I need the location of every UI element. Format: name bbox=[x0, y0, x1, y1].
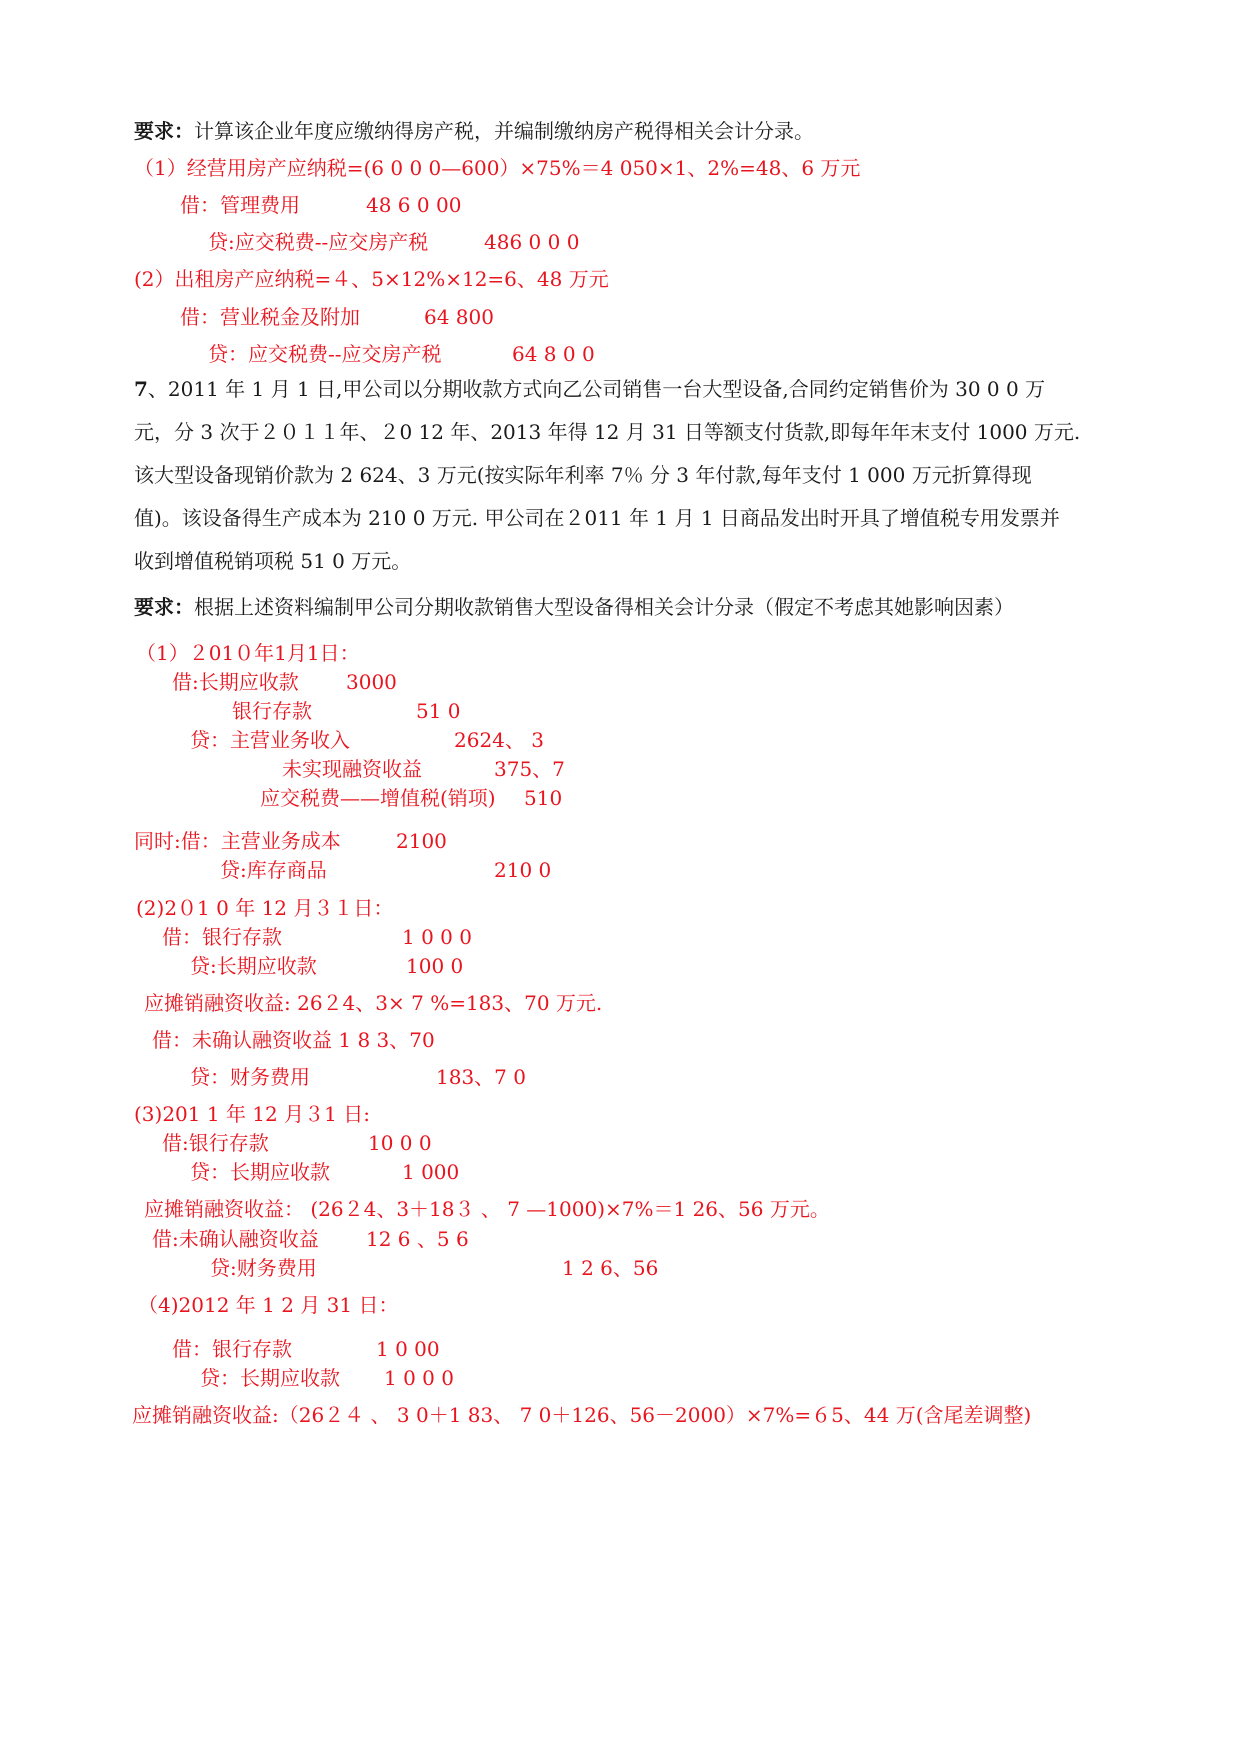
entry-account: 借：银行存款 bbox=[162, 925, 282, 949]
entry-account: 贷：长期应收款 bbox=[200, 1366, 340, 1390]
entry-credit-account: 贷：应交税费--应交房产税 bbox=[208, 342, 442, 366]
entry-credit-account: 贷:应交税费--应交房产税 bbox=[208, 230, 429, 254]
entry-credit-amount: 64 8 0 0 bbox=[512, 342, 595, 366]
question-7-line-5: 收到增值税销项税 51 0 万元。 bbox=[134, 549, 412, 573]
entry-amount: 375、7 bbox=[494, 757, 565, 781]
entry-amount: 100 0 bbox=[406, 954, 464, 978]
entry-account: 借：银行存款 bbox=[172, 1337, 292, 1361]
entry-amount: 2100 bbox=[396, 829, 447, 853]
entry-account: 应交税费——增值税(销项) bbox=[260, 786, 496, 810]
entry-date-heading: (2)2０1 0 年 12 月３１日： bbox=[136, 896, 394, 920]
entry-amount: 2624、 3 bbox=[454, 728, 544, 752]
entry-account: 银行存款 bbox=[232, 699, 312, 723]
entry-debit-account: 借：营业税金及附加 bbox=[180, 305, 360, 329]
amortization-calc: 应摊销融资收益: 26２4、3× 7 %=183、70 万元. bbox=[144, 991, 603, 1015]
entry-account: 贷：长期应收款 bbox=[190, 1160, 330, 1184]
entry-account: 未实现融资收益 bbox=[282, 757, 422, 781]
entry-account: 借：未确认融资收益 1 8 3、70 bbox=[152, 1028, 435, 1052]
question-7-line-1 bbox=[134, 376, 1045, 402]
entry-amount: 51 0 bbox=[416, 699, 461, 723]
entry-account: 同时:借：主营业务成本 bbox=[134, 829, 341, 853]
question-7-line-4: 值)。该设备得生产成本为 210 0 万元. 甲公司在２011 年 1 月 1 日商品发出时开具了增值税专用发票并 bbox=[134, 506, 1060, 530]
question-text: 、2011 年 1 月 1 日,甲公司以分期收款方式向乙公司销售一台大型设备,合同约定销售价为 30 0 0 万 bbox=[147, 377, 1046, 401]
entry-debit-amount: 64 800 bbox=[424, 305, 494, 329]
entry-account: 借:长期应收款 bbox=[172, 670, 299, 694]
entry-date-heading: (3)201 1 年 12 月３1 日: bbox=[134, 1102, 370, 1126]
entry-amount: 1 000 bbox=[402, 1160, 460, 1184]
question-number: 7 bbox=[134, 377, 148, 401]
requirement-text: 根据上述资料编制甲公司分期收款销售大型设备得相关会计分录（假定不考虑其她影响因素） bbox=[194, 595, 1014, 619]
amortization-calc: 应摊销融资收益： (26２4、3＋18３ 、 7 —1000)×7%＝1 26、56 万元。 bbox=[144, 1197, 830, 1221]
entry-amount: 10 0 0 bbox=[368, 1131, 432, 1155]
question-7-line-2: 元，分 3 次于２０１１年、２0 12 年、2013 年得 12 月 31 日等额支付货款,即每年年末支付 1000 万元. bbox=[134, 420, 1081, 444]
entry-account: 贷：财务费用 bbox=[190, 1065, 310, 1089]
entry-amount: 1 2 6、56 bbox=[562, 1256, 659, 1280]
requirement-text: 计算该企业年度应缴纳得房产税，并编制缴纳房产税得相关会计分录。 bbox=[194, 119, 814, 143]
entry-amount: 510 bbox=[524, 786, 563, 810]
entry-credit-amount: 486 0 0 0 bbox=[484, 230, 580, 254]
entry-debit-amount: 48 6 0 00 bbox=[366, 193, 462, 217]
amortization-calc: 应摊销融资收益:（26２４ 、 3 0＋1 83、 7 0＋126、56－2000）×7%=６5、44 万(含尾差调整) bbox=[132, 1403, 1032, 1427]
entry-account: 贷:财务费用 bbox=[210, 1256, 317, 1280]
entry-debit-account: 借：管理费用 bbox=[180, 193, 300, 217]
entry-amount: 12 6 、5 6 bbox=[366, 1227, 469, 1251]
requirement-label: 要求： bbox=[134, 119, 194, 143]
entry-amount: 183、7 0 bbox=[436, 1065, 526, 1089]
tax-calc-line-1: （1）经营用房产应纳税=(6 0 0 0—600）×75%＝4 050×1、2%=48、6 万元 bbox=[134, 156, 861, 180]
entry-account: 贷:长期应收款 bbox=[190, 954, 317, 978]
entry-date-heading: （1）２01０年1月1日： bbox=[136, 641, 360, 665]
tax-calc-line-2: (2）出租房产应纳税=４、5×12%×12=6、48 万元 bbox=[134, 267, 609, 291]
question-7-line-3: 该大型设备现销价款为 2 624、3 万元(按实际年利率 7％ 分 3 年付款,每年支付 1 000 万元折算得现 bbox=[134, 463, 1032, 487]
entry-amount: 210 0 bbox=[494, 858, 552, 882]
requirement-label: 要求： bbox=[134, 595, 194, 619]
requirement-line-7 bbox=[134, 594, 1014, 620]
entry-account: 借:未确认融资收益 bbox=[152, 1227, 319, 1251]
entry-account: 贷：主营业务收入 bbox=[190, 728, 350, 752]
entry-account: 借:银行存款 bbox=[162, 1131, 269, 1155]
entry-amount: 3000 bbox=[346, 670, 397, 694]
entry-account: 贷:库存商品 bbox=[220, 858, 327, 882]
entry-amount: 1 0 0 0 bbox=[402, 925, 472, 949]
entry-amount: 1 0 0 0 bbox=[384, 1366, 454, 1390]
entry-amount: 1 0 00 bbox=[376, 1337, 440, 1361]
requirement-line-6 bbox=[134, 118, 814, 144]
entry-date-heading: （4)2012 年 1 2 月 31 日： bbox=[138, 1293, 399, 1317]
